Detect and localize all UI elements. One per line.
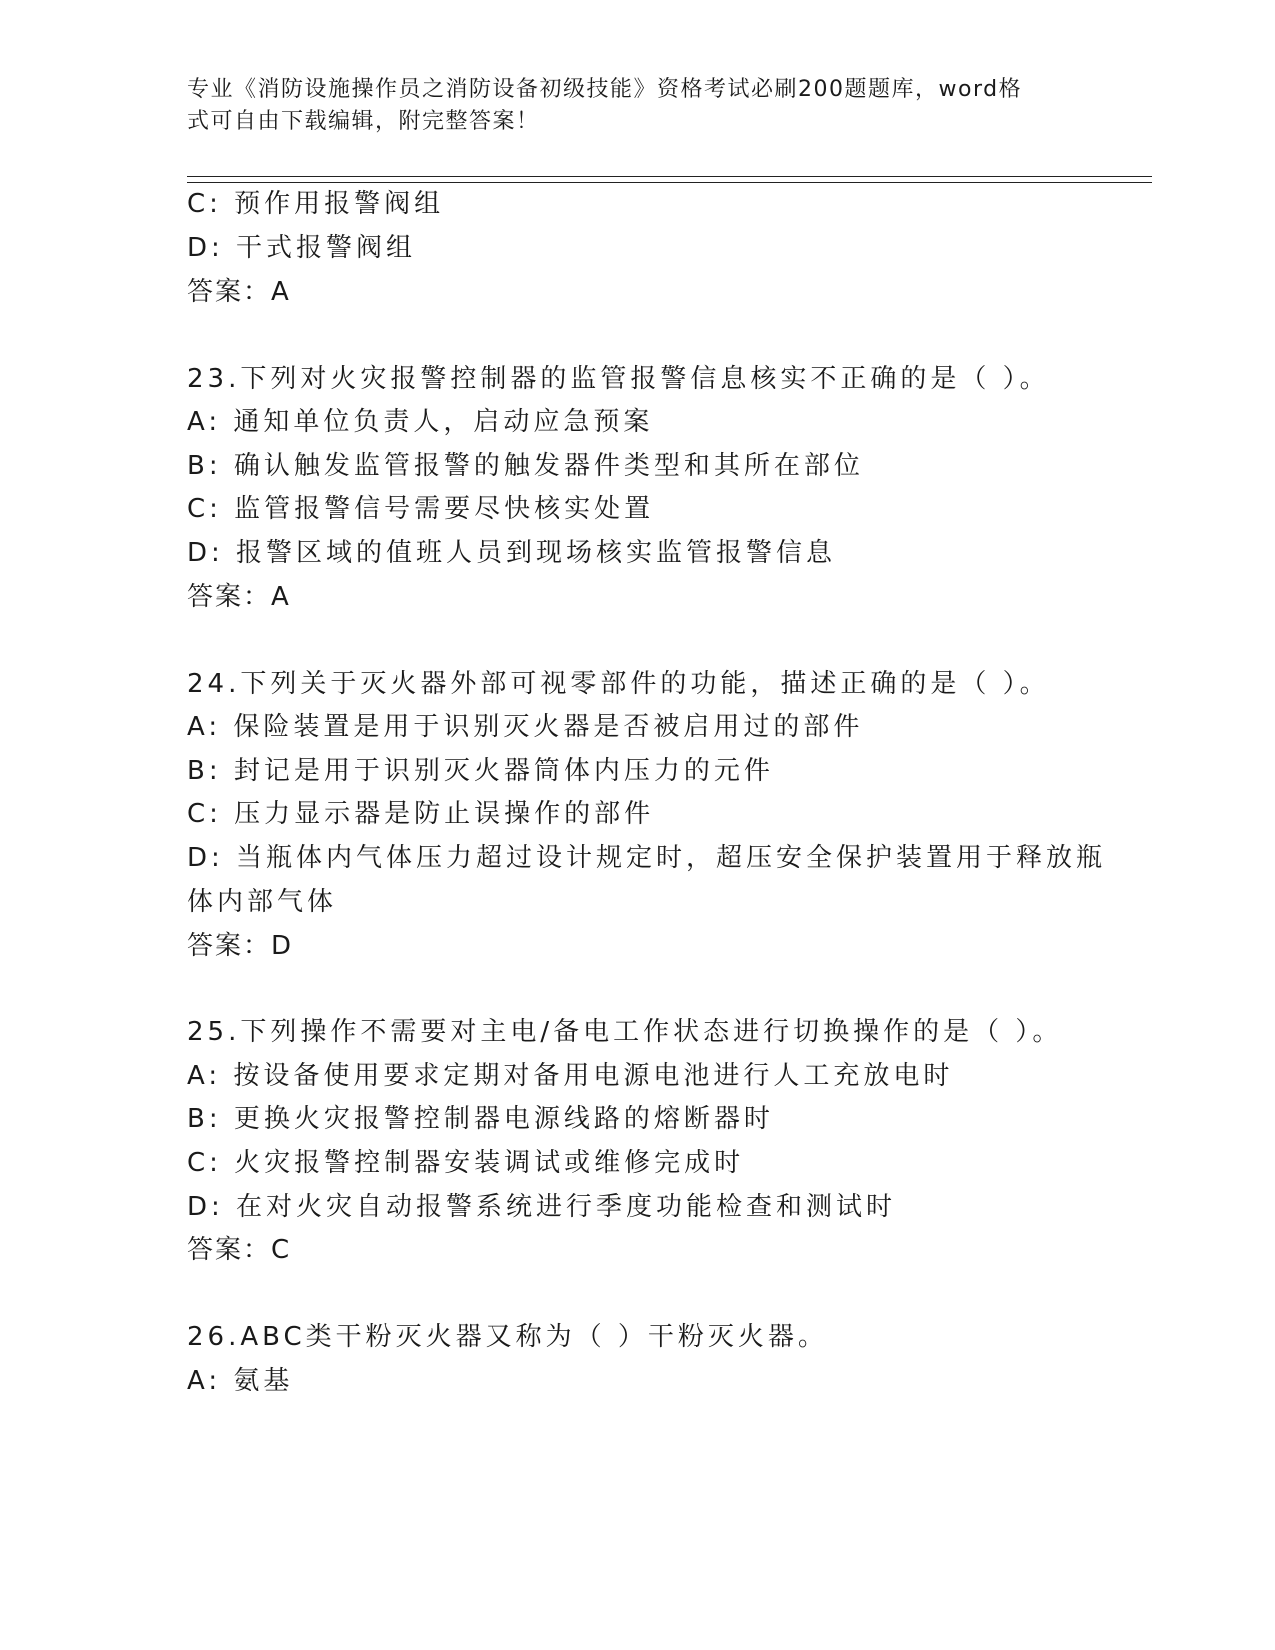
q25-option-b: B: 更换火灾报警控制器电源线路的熔断器时 xyxy=(187,1104,774,1134)
header-line-1: 专业《消防设施操作员之消防设备初级技能》资格考试必刷200题题库，word格 xyxy=(187,77,1023,102)
answer: 答案：A xyxy=(187,277,291,307)
q23-option-a: A: 通知单位负责人，启动应急预案 xyxy=(187,407,654,437)
question-25: 25.下列操作不需要对主电/备电工作状态进行切换操作的是（ ）。 xyxy=(187,1017,1063,1047)
q25-option-d: D: 在对火灾自动报警系统进行季度功能检查和测试时 xyxy=(187,1192,897,1222)
q24-option-a: A: 保险装置是用于识别灭火器是否被启用过的部件 xyxy=(187,712,864,742)
q25-option-a: A: 按设备使用要求定期对备用电源电池进行人工充放电时 xyxy=(187,1061,954,1091)
document-header xyxy=(187,74,1087,138)
q23-option-b: B: 确认触发监管报警的触发器件类型和其所在部位 xyxy=(187,451,864,481)
question-26: 26.ABC类干粉灭火器又称为（ ）干粉灭火器。 xyxy=(187,1322,828,1352)
option-d: D: 干式报警阀组 xyxy=(187,233,417,263)
header-divider-bottom xyxy=(187,182,1152,183)
option-c: C: 预作用报警阀组 xyxy=(187,189,445,219)
q23-option-c: C: 监管报警信号需要尽快核实处置 xyxy=(187,494,655,524)
q23-answer: 答案：A xyxy=(187,582,291,612)
q24-option-c: C: 压力显示器是防止误操作的部件 xyxy=(187,799,655,829)
q26-option-a: A: 氨基 xyxy=(187,1366,294,1396)
question-24: 24.下列关于灭火器外部可视零部件的功能，描述正确的是（ ）。 xyxy=(187,669,1050,699)
q24-answer: 答案：D xyxy=(187,931,294,961)
q24-option-d-line1: D: 当瓶体内气体压力超过设计规定时，超压安全保护装置用于释放瓶 xyxy=(187,843,1107,873)
q24-option-d-line2: 体内部气体 xyxy=(187,887,338,917)
q23-option-d: D: 报警区域的值班人员到现场核实监管报警信息 xyxy=(187,538,837,568)
q24-option-b: B: 封记是用于识别灭火器筒体内压力的元件 xyxy=(187,756,774,786)
q25-option-c: C: 火灾报警控制器安装调试或维修完成时 xyxy=(187,1148,745,1178)
header-line-2: 式可自由下载编辑，附完整答案！ xyxy=(187,109,540,134)
header-divider-top xyxy=(187,176,1152,177)
question-23: 23.下列对火灾报警控制器的监管报警信息核实不正确的是（ ）。 xyxy=(187,364,1050,394)
q25-answer: 答案：C xyxy=(187,1235,292,1265)
